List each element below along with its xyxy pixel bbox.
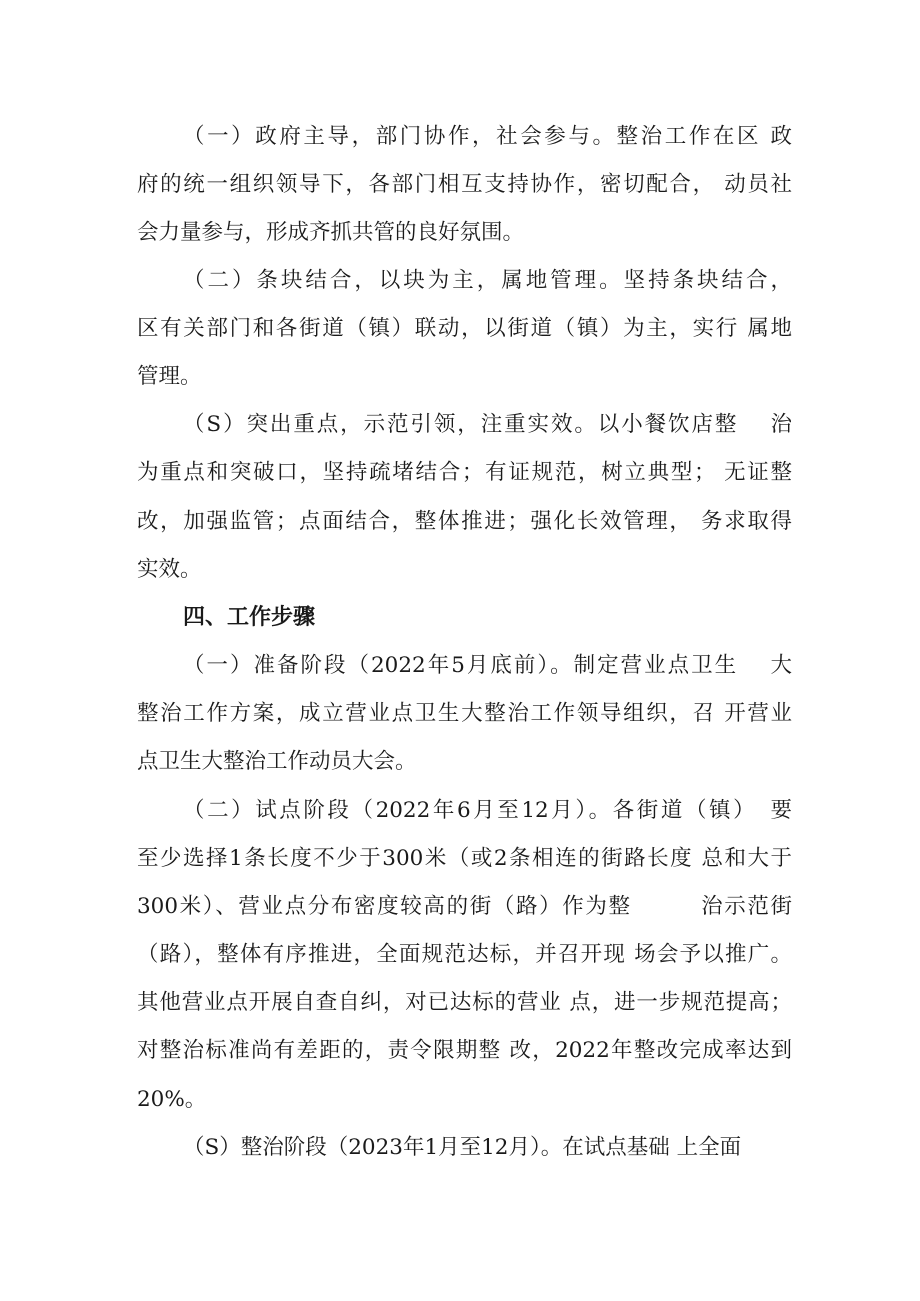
paragraph-4-line-1: （一）准备阶段（2022年5月底前）。制定营业点卫生 大: [183, 653, 792, 678]
paragraph-6-line-1: （S）整治阶段（2023年1月至12月）。在试点基础 上全面: [183, 1135, 742, 1160]
paragraph-1-line-1: （一）政府主导，部门协作，社会参与。整治工作在区 政: [183, 124, 792, 149]
paragraph-3-line-4: 实效。: [137, 557, 202, 582]
paragraph-5-line-2: 至少选择1条长度不少于300米（或2条相连的街路长度 总和大于: [137, 846, 792, 871]
paragraph-3-line-3: 改，加强监管；点面结合，整体推进；强化长效管理， 务求取得: [137, 509, 792, 534]
paragraph-5-line-7: 20%。: [137, 1087, 207, 1112]
section-heading: 四、工作步骤: [183, 605, 316, 630]
paragraph-3-line-2: 为重点和突破口，坚持疏堵结合；有证规范，树立典型； 无证整: [137, 460, 792, 485]
paragraph-4-line-2: 整治工作方案，成立营业点卫生大整治工作领导组织，召 开营业: [137, 701, 792, 726]
paragraph-5-line-5: 其他营业点开展自查自纠，对已达标的营业 点，进一步规范提高；: [137, 990, 792, 1015]
paragraph-1-line-3: 会力量参与，形成齐抓共管的良好氛围。: [137, 220, 525, 245]
paragraph-1-line-2: 府的统一组织领导下，各部门相互支持协作，密切配合， 动员社: [137, 172, 792, 197]
paragraph-4-line-3: 点卫生大整治工作动员大会。: [137, 749, 417, 774]
paragraph-5-line-6: 对整治标准尚有差距的，责令限期整 改，2022年整改完成率达到: [137, 1038, 792, 1063]
paragraph-5-line-4: （路），整体有序推进，全面规范达标，并召开现 场会予以推广。: [137, 942, 792, 967]
paragraph-2-line-1: （二）条块结合，以块为主，属地管理。坚持条块结合，: [183, 268, 792, 293]
paragraph-3-line-1: （S）突出重点，示范引领，注重实效。以小餐饮店整 治: [183, 412, 792, 437]
paragraph-5-line-1: （二）试点阶段（2022年6月至12月）。各街道（镇） 要: [183, 798, 792, 823]
paragraph-2-line-3: 管理。: [137, 364, 202, 389]
paragraph-2-line-2: 区有关部门和各街道（镇）联动，以街道（镇）为主，实行 属地: [137, 316, 792, 341]
paragraph-5-line-3: 300米）、营业点分布密度较高的街（路）作为整 治示范街: [137, 894, 792, 919]
